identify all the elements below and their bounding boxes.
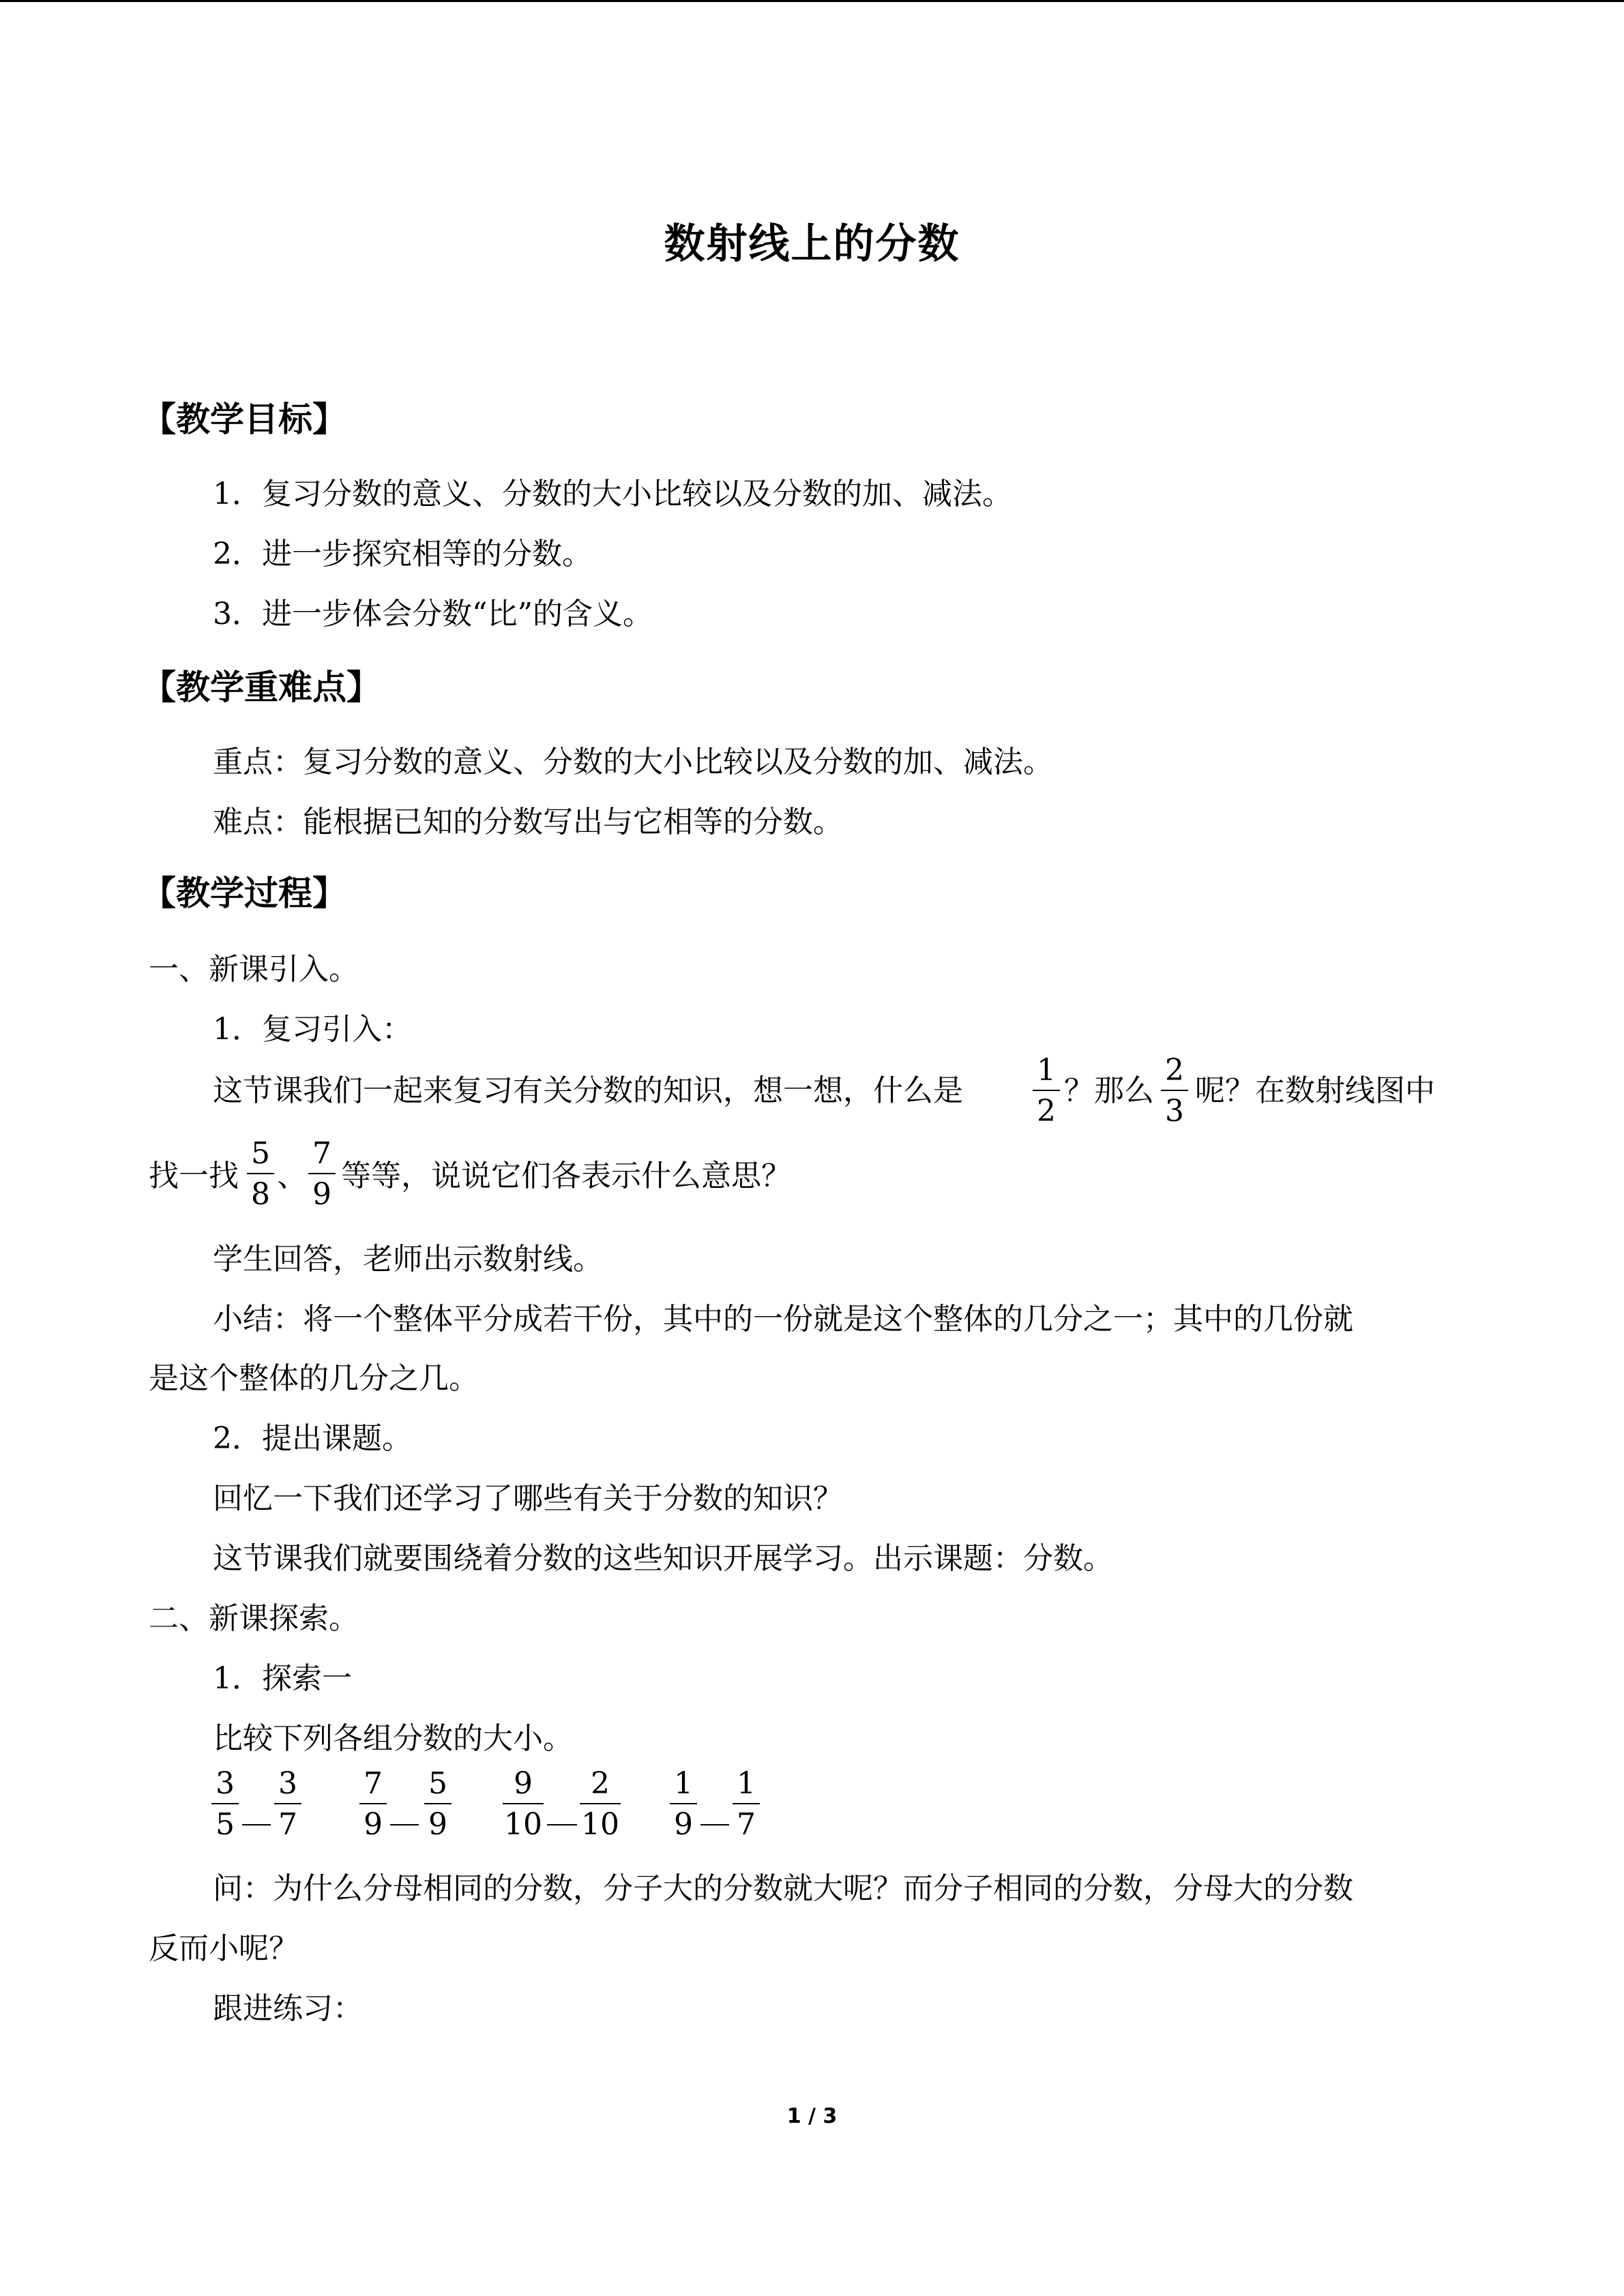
fraction-denominator: 2 [1037,1094,1056,1129]
fraction-denominator: 9 [364,1807,383,1842]
step-review-intro: 1．复习引入： [213,1012,412,1047]
fraction-bar [733,1803,760,1804]
question-line-2: 反而小呢？ [149,1931,299,1966]
intro-text-b: ？那么 [1064,1073,1154,1108]
compare-fraction-2b [423,1766,453,1842]
compare-fraction-3b [578,1766,622,1842]
fraction-bar [580,1803,621,1804]
question-line-1: 问：为什么分母相同的分数，分子大的分数就大呢？而分子相同的分数，分母大的分数 [213,1871,1353,1906]
fraction-numerator: 2 [1165,1053,1184,1088]
top-border-line [0,0,1624,2]
fraction-denominator: 9 [428,1807,447,1842]
step-propose-topic: 2．提出课题。 [213,1421,412,1456]
fraction-bar [1161,1090,1188,1091]
fraction-bar [424,1803,452,1804]
fraction-denominator: 10 [581,1807,619,1842]
comparison-blank [547,1824,577,1825]
fraction-denominator: 9 [312,1177,331,1212]
fraction-denominator: 5 [216,1807,235,1842]
goal-item-1: 1．复习分数的意义、分数的大小比较以及分数的加、减法。 [213,477,1012,511]
fraction-bar [274,1803,301,1804]
heading-teaching-goals: 【教学目标】 [142,400,346,439]
goal-item-3: 3．进一步体会分数“比”的含义。 [213,597,653,631]
key-point: 重点：复习分数的意义、分数的大小比较以及分数的加、减法。 [213,745,1053,779]
part-two-title: 二、新课探索。 [149,1601,359,1636]
fraction-numerator: 7 [364,1766,383,1801]
intro-text-a: 这节课我们一起来复习有关分数的知识，想一想，什么是 [213,1073,963,1108]
summary-line-1: 小结：将一个整体平分成若干份，其中的一份就是这个整体的几分之一；其中的几份就 [213,1302,1353,1337]
recall-question: 回忆一下我们还学习了哪些有关于分数的知识？ [213,1481,843,1516]
comparison-blank [700,1824,729,1825]
explore-one-title: 1．探索一 [213,1661,352,1696]
fraction-numerator: 1 [737,1766,756,1801]
fraction-numerator: 3 [216,1766,235,1801]
compare-instruction: 比较下列各组分数的大小。 [213,1721,573,1756]
fraction-one-half [1031,1053,1061,1129]
fraction-numerator: 5 [428,1766,447,1801]
compare-fraction-3a [501,1766,545,1842]
heading-key-points: 【教学重难点】 [142,668,381,707]
intro-text-d: 找一找 [149,1159,239,1193]
fraction-five-eighths [246,1136,276,1212]
fraction-denominator: 3 [1165,1094,1184,1129]
fraction-denominator: 9 [674,1807,693,1842]
heading-teaching-process: 【教学过程】 [142,874,346,913]
fraction-bar [308,1173,336,1174]
compare-fraction-4b [731,1766,761,1842]
goal-item-2: 2．进一步探究相等的分数。 [213,537,592,571]
fraction-numerator: 3 [278,1766,297,1801]
fraction-numerator: 2 [591,1766,610,1801]
fraction-denominator: 10 [504,1807,542,1842]
compare-fraction-4a [668,1766,698,1842]
fraction-numerator: 9 [514,1766,533,1801]
fraction-bar [670,1803,697,1804]
intro-text-c: 呢？在数射线图中 [1195,1073,1435,1108]
fraction-denominator: 7 [278,1807,297,1842]
fraction-bar [247,1173,274,1174]
part-one-title: 一、新课引入。 [149,952,359,987]
intro-text-e: 等等，说说它们各表示什么意思？ [341,1159,791,1193]
page-number: 1 / 3 [786,2104,838,2128]
fraction-bar [211,1803,239,1804]
comparison-blank [242,1824,271,1825]
page-title: 数射线上的分数 [664,220,960,268]
follow-up-practice: 跟进练习： [213,1991,363,2026]
fraction-two-thirds [1160,1053,1190,1129]
student-answer-text: 学生回答，老师出示数射线。 [213,1242,603,1277]
topic-announcement: 这节课我们就要围绕着分数的这些知识开展学习。出示课题：分数。 [213,1541,1113,1576]
fraction-bar [503,1803,544,1804]
compare-fraction-2a [358,1766,388,1842]
intro-separator: 、 [277,1159,307,1193]
fraction-bar [359,1803,387,1804]
summary-line-2: 是这个整体的几分之几。 [149,1361,479,1396]
fraction-denominator: 8 [251,1177,270,1212]
fraction-seven-ninths [307,1136,337,1212]
fraction-bar [1033,1090,1060,1091]
fraction-numerator: 1 [1037,1053,1056,1088]
fraction-denominator: 7 [737,1807,756,1842]
compare-fraction-1a [210,1766,240,1842]
fraction-numerator: 7 [312,1136,331,1171]
fraction-numerator: 5 [251,1136,270,1171]
fraction-numerator: 1 [674,1766,693,1801]
comparison-blank [390,1824,419,1825]
compare-fraction-1b [273,1766,303,1842]
difficult-point: 难点：能根据已知的分数写出与它相等的分数。 [213,805,843,839]
